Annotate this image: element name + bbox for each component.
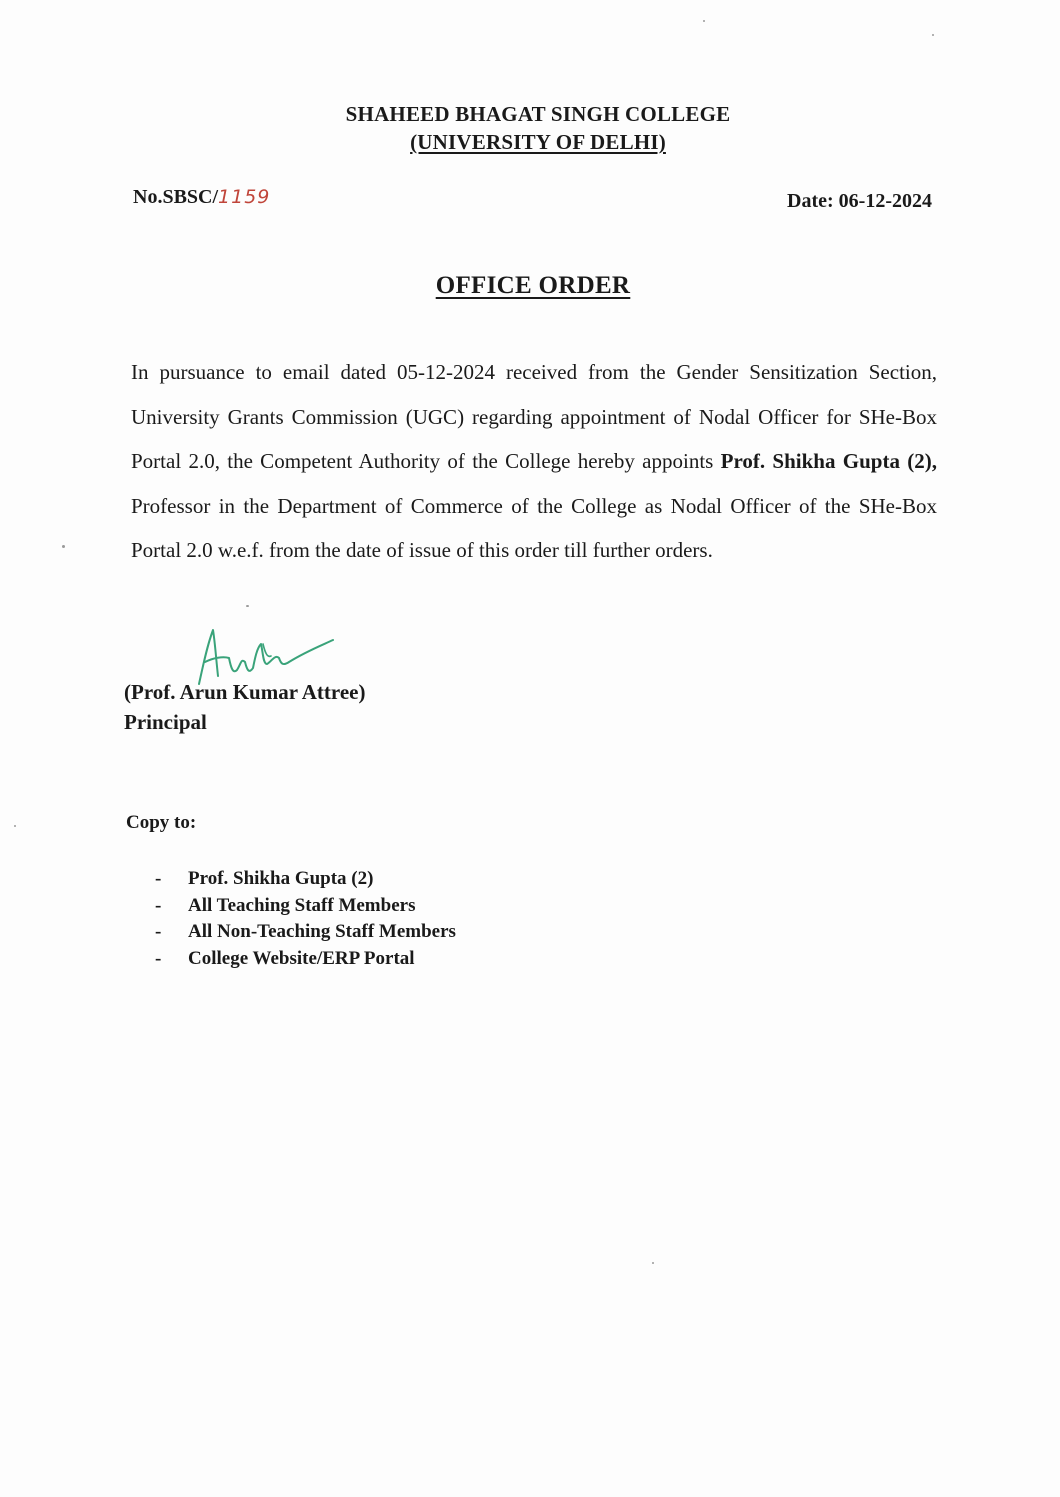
scan-speck <box>932 34 934 36</box>
appointee-name: Prof. Shikha Gupta (2), <box>720 449 937 474</box>
list-item: - All Teaching Staff Members <box>155 894 416 916</box>
scan-speck <box>62 545 65 548</box>
college-name: SHAHEED BHAGAT SINGH COLLEGE <box>345 102 731 126</box>
order-date: Date: 06-12-2024 <box>787 190 932 212</box>
order-body <box>131 350 937 573</box>
signatory-block <box>124 677 365 737</box>
reference-prefix: No.SBSC/ <box>133 186 219 208</box>
university-name: (UNIVERSITY OF DELHI) <box>410 130 666 154</box>
reference-handwritten-number: 1159 <box>218 186 271 208</box>
signatory-name: (Prof. Arun Kumar Attree) <box>124 680 366 704</box>
list-item: - Prof. Shikha Gupta (2) <box>155 868 374 889</box>
signatory-designation: Principal <box>124 710 207 734</box>
page-title: OFFICE ORDER <box>435 272 631 299</box>
list-item: - All Non-Teaching Staff Members <box>155 921 456 942</box>
scan-speck <box>703 20 705 22</box>
copy-to-list <box>155 866 456 972</box>
scan-speck <box>14 825 16 827</box>
list-item: - College Website/ERP Portal <box>155 947 415 969</box>
reference-number <box>133 186 270 209</box>
scan-speck <box>246 605 249 607</box>
body-text-part1: In pursuance to email dated 05-12-2024 received from the Gender Sensitization Section, University Grants Commission (UGC) regarding appointment of Nodal Officer for SHe-Box Portal 2.0, the Competent Authority of the College hereby appoints <box>131 360 937 474</box>
copy-to-heading: Copy to: <box>126 812 197 833</box>
body-text-part2: Professor in the Department of Commerce of the College as Nodal Officer of the SHe-Box Portal 2.0 w.e.f. from the date of issue of this order till further orders. <box>131 493 937 563</box>
scan-speck <box>652 1262 654 1264</box>
